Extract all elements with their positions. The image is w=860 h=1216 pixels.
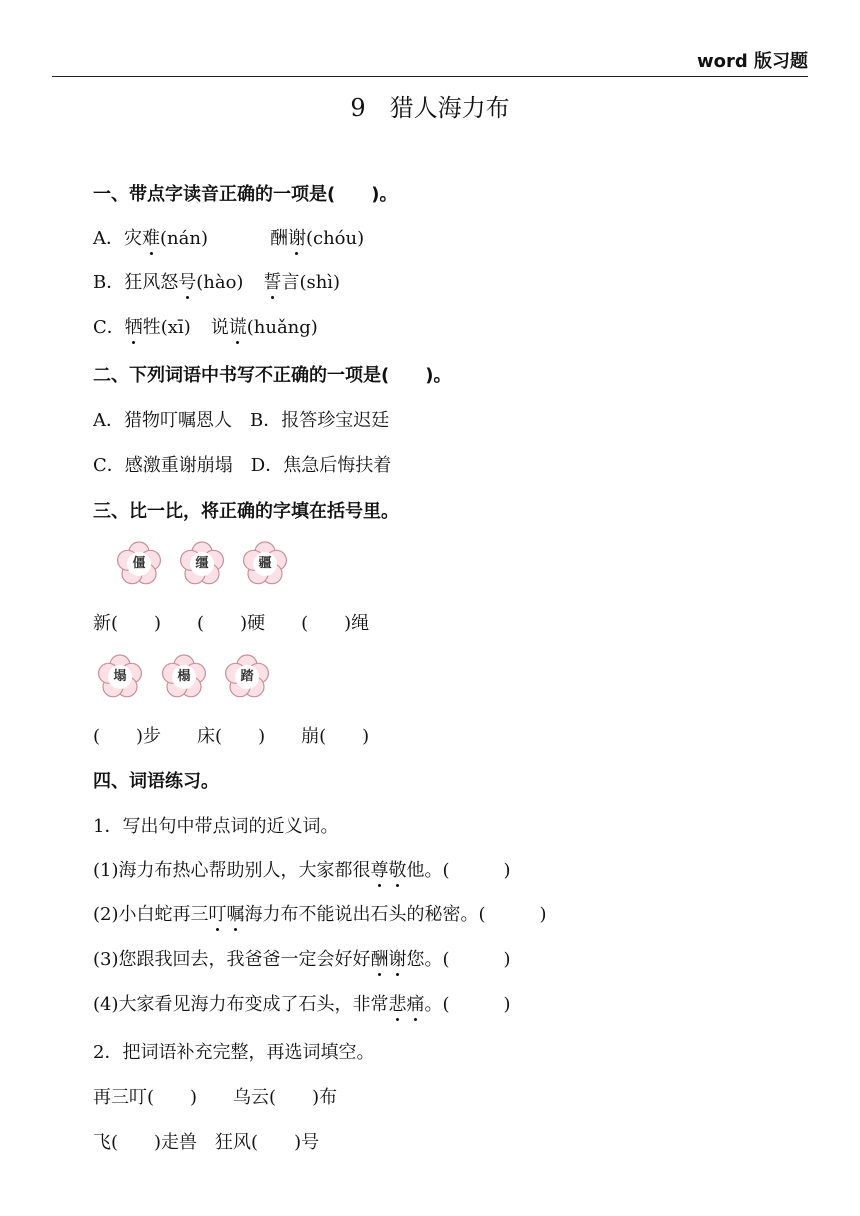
q4-s1-dotted-word bbox=[371, 860, 407, 881]
q4-s2-post: 海力布不能说出石头的秘密。( ) bbox=[244, 904, 547, 925]
q4-s2-dotted-word bbox=[209, 904, 245, 925]
q1-b1-dotted-char: 号 bbox=[178, 268, 196, 294]
q4-s4-dotted-word bbox=[389, 994, 425, 1015]
q1-a1-pre: 灾 bbox=[124, 228, 142, 249]
flower-char-3-label: 疆 bbox=[258, 556, 272, 571]
header-rule bbox=[52, 76, 808, 77]
q1-a1-dotted-char: 难 bbox=[142, 224, 160, 250]
q1-b2-post: 言(shì) bbox=[281, 272, 341, 293]
q4-sub2: 2．把词语补充完整，再选词填空。 bbox=[93, 1042, 375, 1063]
page-title: 9 猎人海力布 bbox=[350, 94, 510, 122]
q4-s3-dotted-word bbox=[371, 949, 407, 970]
q2-row-2: C．感激重谢崩塌 D．焦急后悔扶着 bbox=[93, 455, 392, 476]
q4-s4-pre: (4)大家看见海力布变成了石头，非常 bbox=[93, 994, 389, 1015]
dotted-char: 谢 bbox=[389, 945, 407, 971]
q1-a2-pre: 酬 bbox=[269, 228, 288, 249]
q1-c-label: C． bbox=[93, 317, 125, 338]
flower-char-2 bbox=[179, 541, 225, 587]
q1-c1-post: 牲(xī) bbox=[142, 317, 191, 338]
dotted-char: 酬 bbox=[371, 945, 389, 971]
q1-option-c bbox=[93, 313, 318, 339]
dotted-char: 叮 bbox=[209, 900, 227, 926]
q1-heading: 一、带点字读音正确的一项是( )。 bbox=[93, 184, 398, 205]
q4-s4-post: 。( ) bbox=[424, 994, 511, 1015]
dotted-char: 嘱 bbox=[227, 900, 245, 926]
q1-b1-post: (hào) bbox=[196, 272, 244, 293]
q1-a1-post: (nán) bbox=[160, 228, 208, 249]
flower-char-4 bbox=[97, 654, 143, 700]
q1-b-label: B． bbox=[93, 272, 125, 293]
q4-s3-post: 您。( ) bbox=[406, 949, 511, 970]
q1-c2-dotted-char: 谎 bbox=[229, 313, 247, 339]
q1-c2-post: (huǎng) bbox=[246, 317, 318, 338]
flower-char-2-label: 缰 bbox=[195, 556, 209, 571]
q4-fill-row-2: 飞( )走兽 狂风( )号 bbox=[93, 1132, 320, 1153]
q4-s1-pre: (1)海力布热心帮助别人，大家都很 bbox=[93, 860, 371, 881]
q4-sentence-4 bbox=[93, 990, 511, 1016]
q4-s1-post: 他。( ) bbox=[406, 860, 511, 881]
q4-sentence-3 bbox=[93, 945, 511, 971]
dotted-char: 尊 bbox=[371, 856, 389, 882]
q1-option-a bbox=[93, 224, 364, 250]
flower-char-1-label: 僵 bbox=[132, 556, 146, 571]
q4-s3-pre: (3)您跟我回去，我爸爸一定会好好 bbox=[93, 949, 371, 970]
flower-char-3 bbox=[242, 541, 288, 587]
q3-group2-blanks: ( )步 床( ) 崩( ) bbox=[93, 726, 370, 747]
flower-char-4-label: 塌 bbox=[113, 669, 127, 684]
q1-b2-dotted-char: 誓 bbox=[263, 268, 281, 294]
q1-option-b bbox=[93, 268, 340, 294]
dotted-char: 敬 bbox=[389, 856, 407, 882]
q3-group1-blanks: 新( ) ( )硬 ( )绳 bbox=[93, 613, 370, 634]
q1-a2-dotted-char: 谢 bbox=[288, 224, 306, 250]
q1-b1-pre: 狂风怒 bbox=[124, 272, 179, 293]
q4-sub1: 1．写出句中带点词的近义词。 bbox=[93, 816, 339, 837]
flower-char-5 bbox=[161, 654, 207, 700]
q4-sentence-2 bbox=[93, 900, 547, 926]
q2-row-1: A．猎物叮嘱恩人 B．报答珍宝迟廷 bbox=[93, 410, 390, 431]
q1-c2-pre: 说 bbox=[210, 317, 229, 338]
q3-heading: 三、比一比，将正确的字填在括号里。 bbox=[93, 501, 399, 522]
q4-heading: 四、词语练习。 bbox=[93, 771, 219, 792]
q4-fill-row-1: 再三叮( ) 乌云( )布 bbox=[93, 1087, 338, 1108]
q1-c1-dotted-char: 牺 bbox=[125, 313, 143, 339]
flower-char-5-label: 榻 bbox=[177, 669, 191, 684]
dotted-char: 痛 bbox=[407, 990, 425, 1016]
q2-heading: 二、下列词语中书写不正确的一项是( )。 bbox=[93, 365, 452, 386]
q1-a2-post: (chóu) bbox=[305, 228, 365, 249]
flower-char-1 bbox=[116, 541, 162, 587]
flower-char-6 bbox=[224, 654, 270, 700]
header-tag: word 版习题 bbox=[696, 51, 808, 72]
q1-a-label: A． bbox=[93, 228, 124, 249]
q4-sentence-1 bbox=[93, 856, 511, 882]
flower-char-6-label: 踏 bbox=[240, 669, 254, 684]
dotted-char: 悲 bbox=[389, 990, 407, 1016]
q4-s2-pre: (2)小白蛇再三 bbox=[93, 904, 209, 925]
